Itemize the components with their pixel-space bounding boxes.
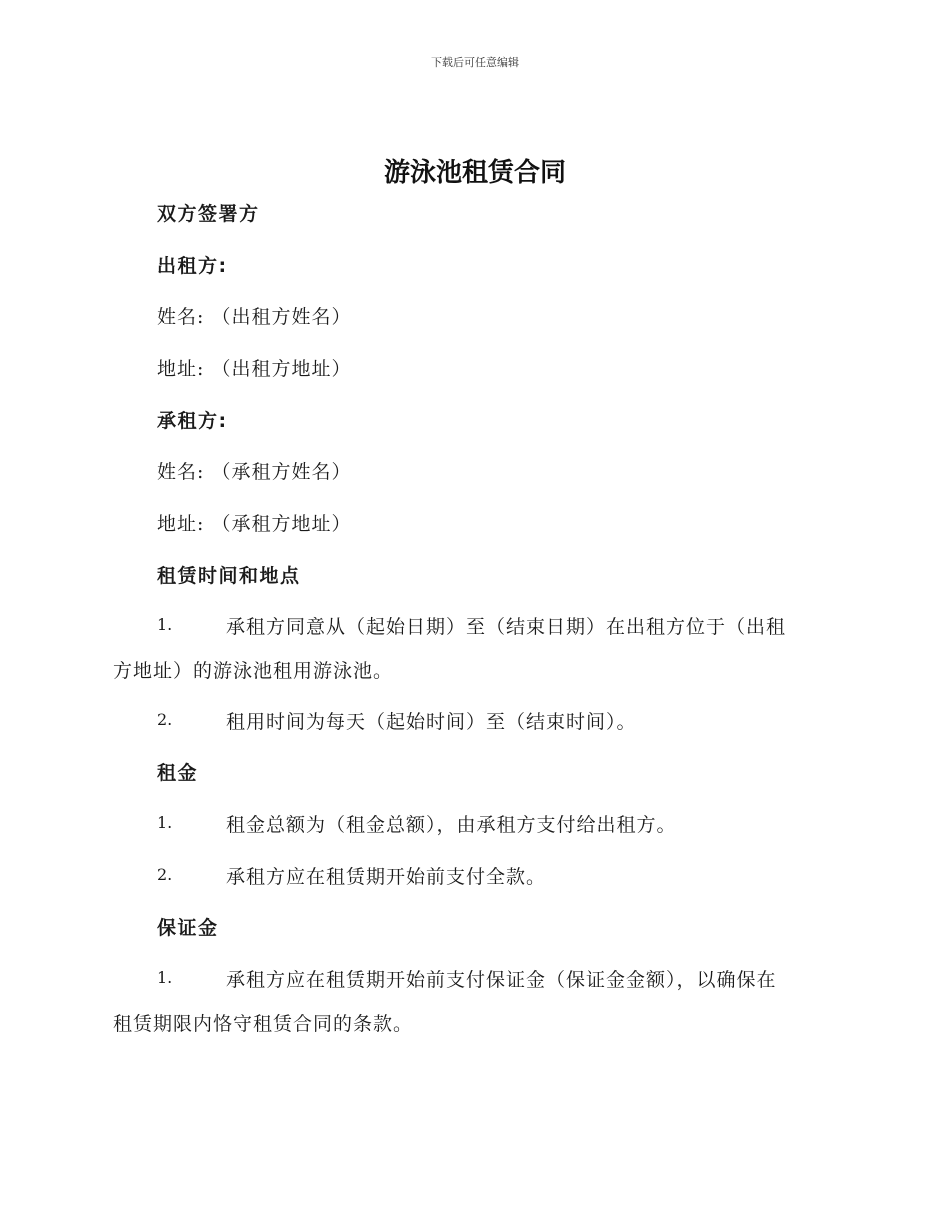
item-number: 2. (157, 865, 173, 884)
item-number: 1. (157, 968, 173, 987)
item-text: 租用时间为每天（起始时间）至（结束时间）。 (226, 711, 637, 733)
item-number: 1. (157, 615, 173, 634)
header-note: 下载后可任意编辑 (431, 56, 519, 69)
item-text-continued: 方地址）的游泳池租用游泳池。 (113, 660, 394, 682)
section-heading-parties: 双方签署方 (157, 203, 260, 225)
item-text-continued: 租赁期限内恪守租赁合同的条款。 (113, 1013, 414, 1035)
item-text: 承租方应在租赁期开始前支付全款。 (226, 866, 547, 888)
item-number: 2. (157, 710, 173, 729)
lessor-name: 姓名: （出租方姓名） (157, 306, 352, 328)
item-number: 1. (157, 813, 173, 832)
section-heading-time-place: 租赁时间和地点 (157, 565, 301, 587)
item-text: 承租方应在租赁期开始前支付保证金（保证金金额），以确保在 (226, 969, 777, 991)
section-heading-rent: 租金 (157, 762, 199, 784)
item-text: 租金总额为（租金总额），由承租方支付给出租方。 (226, 814, 677, 836)
lessee-name: 姓名: （承租方姓名） (157, 461, 352, 483)
lessor-address: 地址: （出租方地址） (157, 358, 352, 380)
lessor-label: 出租方: (157, 255, 228, 277)
lessee-label: 承租方: (157, 410, 228, 432)
document-title: 游泳池租赁合同 (383, 158, 566, 188)
section-heading-deposit: 保证金 (157, 917, 219, 939)
lessee-address: 地址: （承租方地址） (157, 513, 352, 535)
item-text: 承租方同意从（起始日期）至（结束日期）在出租方位于（出租 (226, 616, 787, 638)
